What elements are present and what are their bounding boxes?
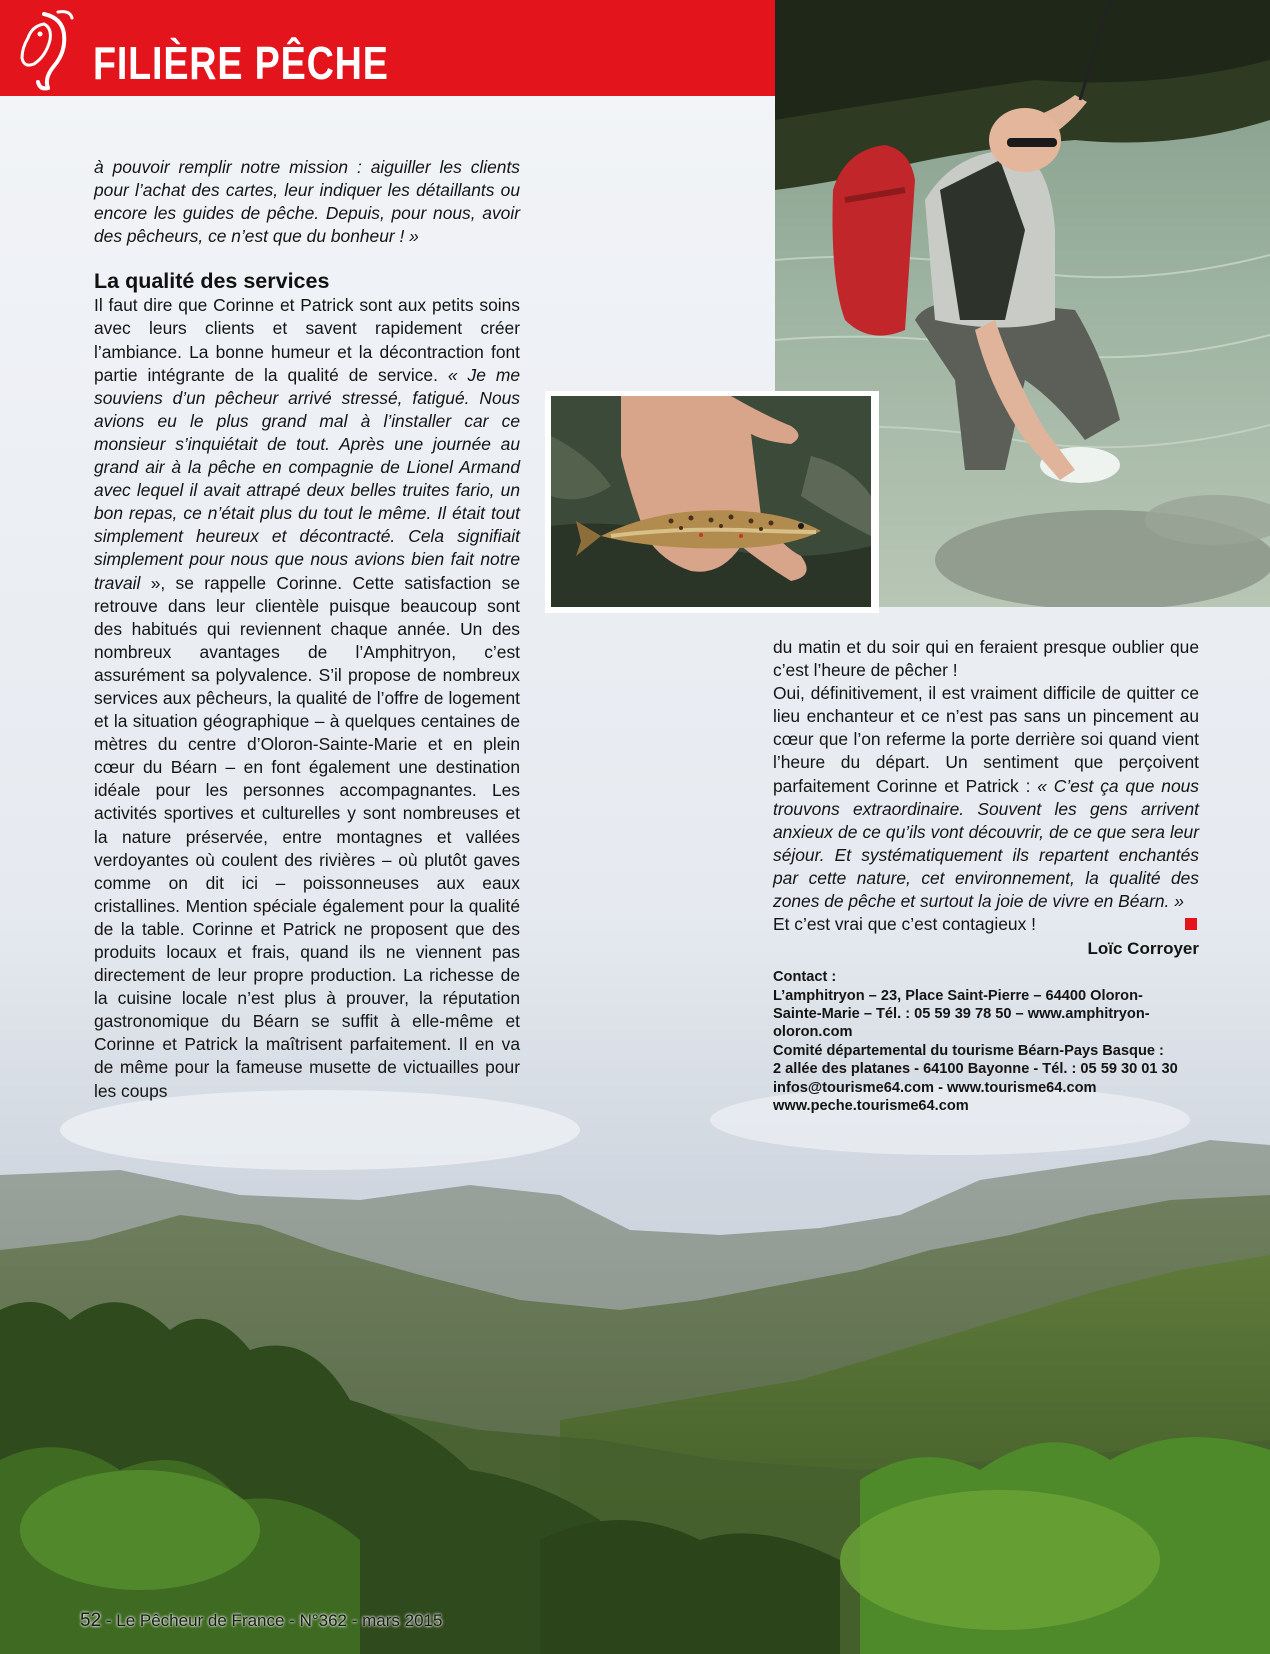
article-column-left <box>94 156 520 1103</box>
contact-line: 2 allée des platanes - 64100 Bayonne - Tél. : 05 59 30 01 30 <box>773 1061 1178 1078</box>
section-heading: La qualité des services <box>94 269 330 294</box>
article-paragraph <box>773 682 1199 913</box>
hand-holding-brown-trout-photo <box>551 396 871 607</box>
contact-line: L’amphitryon – 23, Place Saint-Pierre – 64400 Oloron- <box>773 987 1143 1004</box>
contact-box <box>773 968 1199 1115</box>
publication-info: - Le Pêcheur de France - N°362 - mars 2015 <box>101 1611 443 1630</box>
contact-label: Contact : <box>773 969 837 986</box>
contact-line: Comité départemental du tourisme Béarn-Pays Basque : <box>773 1042 1164 1059</box>
section-header-band <box>0 0 775 96</box>
contact-line: Sainte-Marie – Tél. : 05 59 39 78 50 – www.amphitryon- <box>773 1006 1150 1023</box>
contact-line: www.peche.tourisme64.com <box>773 1098 969 1115</box>
intro-line: pour l’achat des cartes, leur indiquer les détaillants ou <box>94 180 520 201</box>
paragraph-text: Il faut dire que Corinne et Patrick sont aux petits soins avec leurs clients et savent rapidement créer l’ambiance. La bonne humeur et la décontraction font partie intégrante de la qualité de service. <box>94 295 520 385</box>
section-title: FILIÈRE PÊCHE <box>93 37 389 89</box>
contact-line: infos@tourisme64.com - www.tourisme64.com <box>773 1079 1097 1096</box>
paragraph-text: », se rappelle Corinne. Cette satisfaction se retrouve dans leur clientèle puisque beaucoup sont des habitués qui reviennent chaque année. Un des nombreux avantages de l’Amphitryon, c’est assurément sa polyvalence. S’il propose de nombreux services aux pêcheurs, la qualité de l’offre de logement et la situation géographique – à quelques centaines de mètres du centre d’Oloron-Sainte-Marie et en plein cœur du Béarn – en font également une destination idéale pour les personnes accompagnantes. Les activités sportives et culturelles y sont nombreuses et la nature préservée, entre montagnes et vallées verdoyantes où coulent des rivières – où plutôt gaves comme on dit ici – poissonneuses aux eaux cristallines. Mention spéciale également pour la qualité de la table. Corinne et Patrick ne proposent que des produits locaux et frais, quand ils ne viennent pas directement de leur propre production. La richesse de la cuisine locale n’est plus à prouver, la réputation gastronomique du Béarn se suffit à elle-même et Corinne et Patrick la maîtrisent parfaitement. Il en va de même pour la fameuse musette de victuailles pour les coups <box>94 572 520 1101</box>
article-paragraph <box>94 294 520 1102</box>
intro-line: encore les guides de pêche. Depuis, pour nous, avoir <box>94 203 520 224</box>
fish-hook-logo-icon <box>14 8 76 92</box>
owners-quote: « C’est ça que nous trouvons extraordinaire. Souvent les gens arrivent anxieux de ce qu’ils vont découvrir, de ce que sera leur séjour. Et systématiquement ils repartent enchantés par cette nature, cet environnement, la qualité des zones de pêche et surtout la joie de vivre en Béarn. » <box>773 775 1199 912</box>
author-byline: Loïc Corroyer <box>1087 939 1199 959</box>
intro-line: des pêcheurs, ce n’est que du bonheur ! » <box>94 226 419 247</box>
intro-line: à pouvoir remplir notre mission : aiguiller les clients <box>94 157 520 177</box>
customer-anecdote-quote: « Je me souviens d’un pêcheur arrivé stressé, fatigué. Nous avions eu le plus grand mal à l’installer car ce monsieur s’inquiétait de tout. Après une journée au grand air à la pêche en compagnie de Lionel Armand avec lequel il avait attrapé deux belles truites fario, un bon repas, ce n’était plus du tout le même. Il était tout simplement heureux et décontracté. Cela signifiait simplement pour nous que nous avions bien fait notre travail <box>94 364 520 593</box>
page-number: 52 <box>80 1610 102 1631</box>
intro-quote <box>94 156 520 248</box>
end-of-article-square-icon <box>1185 918 1197 930</box>
closing-sentence: Et c’est vrai que c’est contagieux ! <box>773 914 1036 935</box>
article-column-right <box>773 636 1199 1115</box>
closing-row <box>773 913 1199 936</box>
paragraph-text: Oui, définitivement, il est vraiment difficile de quitter ce lieu enchanteur et ce n’est pas sans un pincement au cœur que l’on referme la porte derrière soi quand vient l’heure du départ. Un sentiment que perçoivent parfaitement Corinne et Patrick : <box>773 683 1199 796</box>
page-footer <box>80 1610 442 1632</box>
contact-line: oloron.com <box>773 1024 853 1041</box>
article-paragraph: du matin et du soir qui en feraient presque oublier que c’est l’heure de pêcher ! <box>773 637 1199 681</box>
